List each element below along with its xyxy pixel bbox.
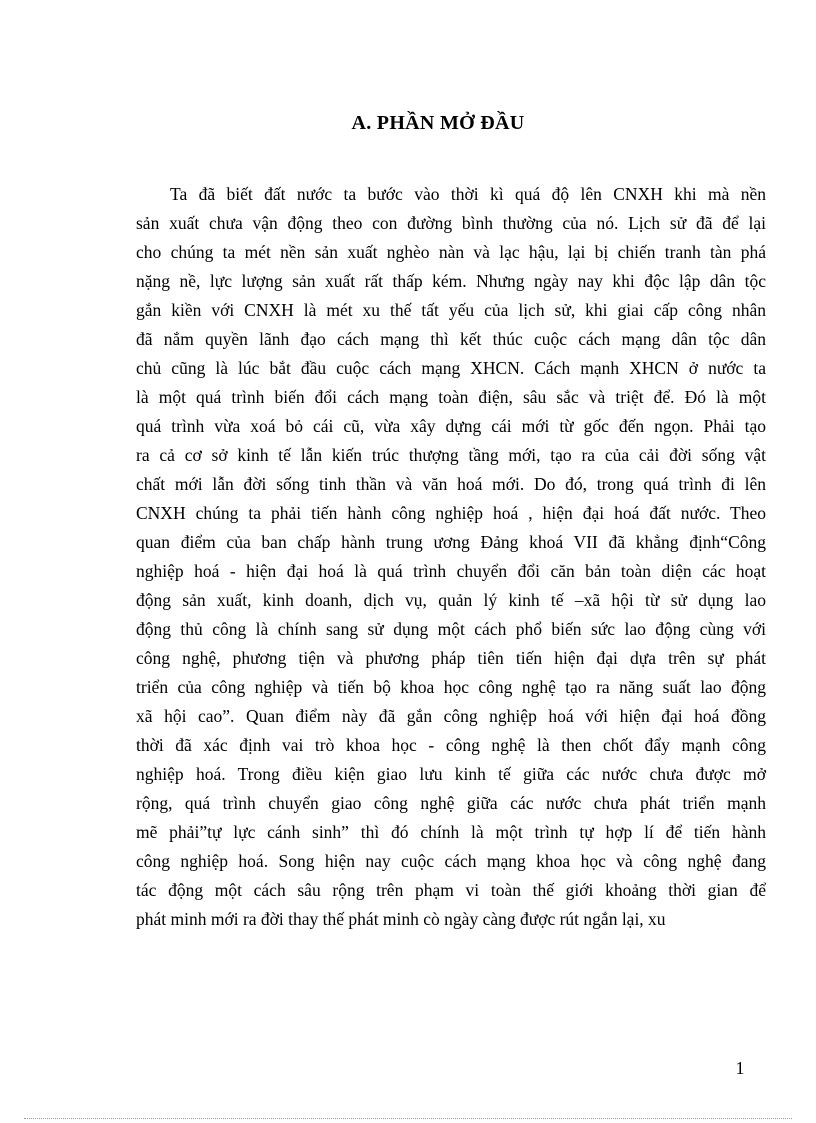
text-line: ra cả cơ sở kinh tế lẫn kiến trúc thượng tầng mới, tạo ra của cải đời sống vật [136, 445, 766, 465]
text-line: công nghiệp hoá. Song hiện nay cuộc cách mạng khoa học và công nghệ đang [136, 851, 766, 871]
text-line: gắn kiền với CNXH là mét xu thế tất yếu của lịch sử, khi giai cấp công nhân [136, 300, 766, 320]
text-line: động thủ công là chính sang sử dụng một cách phổ biến sức lao động cùng với [136, 619, 766, 639]
text-line: mẽ phải”tự lực cánh sinh” thì đó chính là một trình tự hợp lí để tiến hành [136, 822, 766, 842]
text-line: CNXH chúng ta phải tiến hành công nghiệp hoá , hiện đại hoá đất nước. Theo [136, 503, 766, 523]
text-line: là một quá trình biến đổi cách mạng toàn điện, sâu sắc và triệt để. Đó là một [136, 387, 766, 407]
text-line: nghiệp hoá. Trong điều kiện giao lưu kinh tế giữa các nước chưa được mở [136, 764, 766, 784]
text-line: cho chúng ta mét nền sản xuất nghèo nàn và lạc hậu, lại bị chiến tranh tàn phá [136, 242, 766, 262]
text-line: quá trình vừa xoá bỏ cái cũ, vừa xây dựng cái mới từ gốc đến ngọn. Phải tạo [136, 416, 766, 436]
text-line: triển của công nghiệp và tiến bộ khoa học công nghệ tạo ra năng suất lao động [136, 677, 766, 697]
text-line: đã nắm quyền lãnh đạo cách mạng thì kết thúc cuộc cách mạng dân tộc dân [136, 329, 766, 349]
text-line: nặng nề, lực lượng sản xuất rất thấp kém. Nhưng ngày nay khi độc lập dân tộc [136, 271, 766, 291]
body-paragraph [136, 180, 766, 934]
text-line: phát minh mới ra đời thay thế phát minh cò ngày càng được rút ngắn lại, xu [136, 909, 666, 929]
text-line: xã hội cao”. Quan điểm này đã gắn công nghiệp hoá với hiện đại hoá đồng [136, 706, 766, 726]
footer-divider [24, 1118, 792, 1119]
text-line: động sản xuất, kinh doanh, dịch vụ, quản lý kinh tế –xã hội từ sử dụng lao [136, 590, 766, 610]
text-line: công nghệ, phương tiện và phương pháp tiên tiến hiện đại dựa trên sự phát [136, 648, 766, 668]
text-line: sản xuất chưa vận động theo con đường bình thường của nó. Lịch sử đã để lại [136, 213, 766, 233]
section-heading: A. PHẦN MỞ ĐẦU [351, 112, 525, 134]
text-line: thời đã xác định vai trò khoa học - công nghệ là then chốt đẩy mạnh công [136, 735, 766, 755]
text-line: chủ cũng là lúc bắt đầu cuộc cách mạng XHCN. Cách mạnh XHCN ở nước ta [136, 358, 766, 378]
text-line: tác động một cách sâu rộng trên phạm vi toàn thế giới khoảng thời gian để [136, 880, 766, 900]
text-line: rộng, quá trình chuyển giao công nghệ giữa các nước chưa phát triển mạnh [136, 793, 766, 813]
text-line: nghiệp hoá - hiện đại hoá là quá trình chuyển đổi căn bản toàn diện các hoạt [136, 561, 766, 581]
page-number: 1 [735, 1058, 745, 1078]
text-line: quan điểm của ban chấp hành trung ương Đảng khoá VII đã khẳng định“Công [136, 532, 766, 552]
text-line: chất mới lẫn đời sống tinh thần và văn hoá mới. Do đó, trong quá trình đi lên [136, 474, 766, 494]
text-line: Ta đã biết đất nước ta bước vào thời kì quá độ lên CNXH khi mà nền [170, 184, 766, 204]
